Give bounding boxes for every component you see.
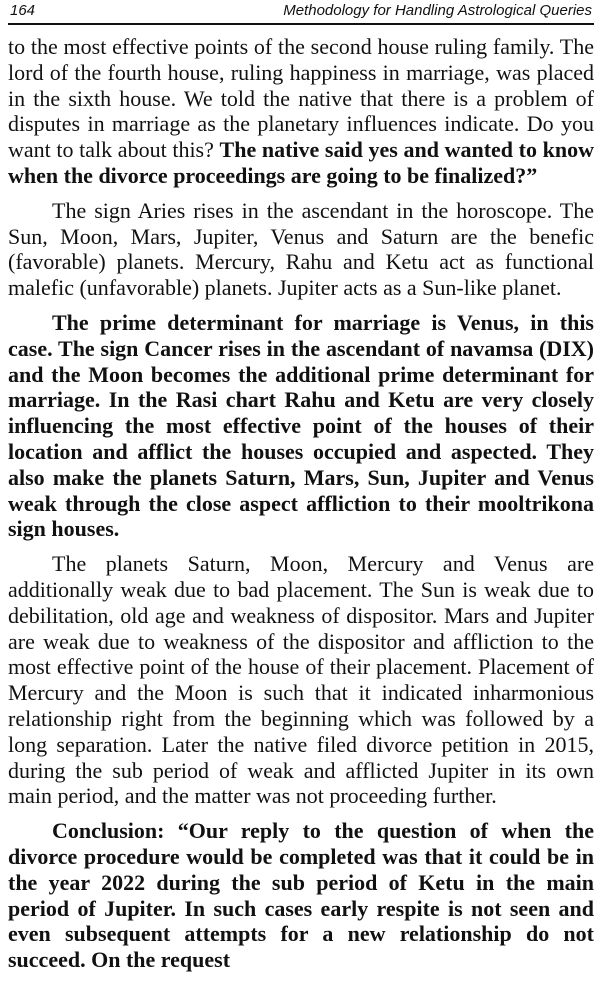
paragraph-bold-text: The native said yes and wanted to know when the divorce proceedings are going to be finalized?” [8,137,595,188]
paragraph-text: The sign Aries rises in the ascendant in the horoscope. The Sun, Moon, Mars, Jupiter, Venus and Saturn are the benefic (favorable) planets. Mercury, Rahu and Ketu act as functional malefic (unfavorable) planets. Jupiter acts as a Sun-like planet. [8,197,594,301]
paragraph-text: to the most effective points of the second house ruling family. The lord of the fourth house, ruling happiness in marriage, was placed in the sixth house. We told the native that there is a problem of disputes in marriage as the planetary influences indicate. Do you want to talk about this? [8,34,594,163]
paragraph-conclusion [8,818,594,973]
running-title: Methodology for Handling Astrological Queries [283,2,592,19]
header-rule [8,23,594,25]
running-header [8,0,592,24]
paragraph-4 [8,551,594,809]
paragraph-text: The planets Saturn, Moon, Mercury and Venus are additionally weak due to bad placement. The Sun is weak due to debilitation, old age and weakness of dispositor. Mars and Jupiter are weak due to weakness of the dispositor and affliction to the most effective point of the house of their placement. Placement of Mercury and the Moon is such that it indicated inharmonious relationship right from the beginning which was followed by a long separation. Later the native filed divorce petition in 2015, during the sub period of weak and afflicted Jupiter in its own main period, and the matter was not proceeding further. [8,551,594,809]
page-body [8,34,594,982]
paragraph-2 [8,198,594,301]
paragraph-bold-text: The prime determinant for marriage is Venus, in this case. The sign Cancer rises in the ascendant of navamsa (DIX) and the Moon becomes the additional prime determinant for marriage. In the Rasi chart Rahu and Ketu are very closely influencing the most effective point of the houses of their location and afflict the houses occupied and aspected. They also make the planets Saturn, Mars, Sun, Jupiter and Venus weak through the close aspect affliction to their mooltrikona sign houses. [8,309,594,542]
paragraph-bold-text: Conclusion: “Our reply to the question of when the divorce procedure would be completed was that it could be in the year 2022 during the sub period of Ketu in the main period of Jupiter. In such cases early respite is not seen and even subsequent attempts for a new relationship do not succeed. On the request [8,818,594,973]
paragraph-3 [8,310,594,542]
paragraph-1 [8,34,594,189]
page-number: 164 [10,2,36,19]
